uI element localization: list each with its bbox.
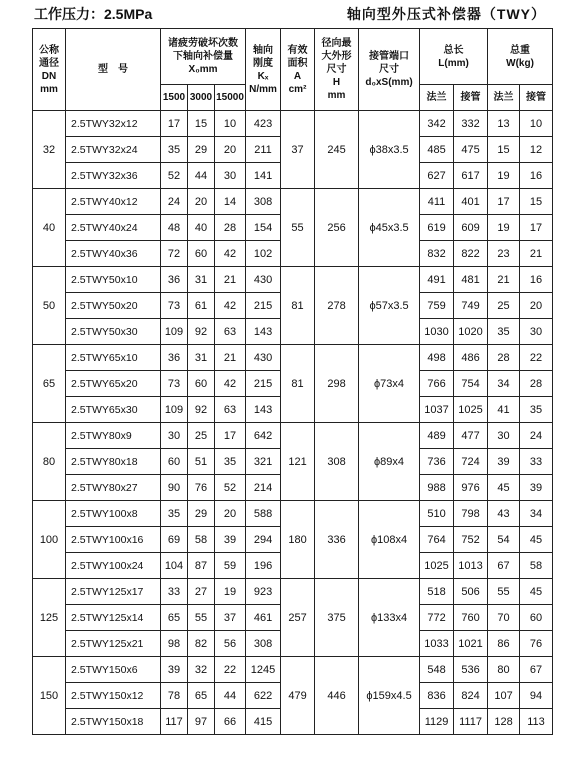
- cell-x3000: 60: [188, 371, 215, 397]
- cell-stiffness: 1245: [246, 657, 281, 683]
- cell-area: 55: [281, 189, 315, 267]
- cell-weight-flange: 80: [488, 657, 520, 683]
- cell-x3000: 87: [188, 553, 215, 579]
- cell-area: 121: [281, 423, 315, 501]
- cell-model: 2.5TWY32x12: [66, 111, 161, 137]
- cell-weight-pipe: 28: [520, 371, 553, 397]
- cell-x3000: 82: [188, 631, 215, 657]
- cell-dn: 100: [33, 501, 66, 579]
- cell-length-pipe: 1117: [454, 709, 488, 735]
- cell-length-pipe: 824: [454, 683, 488, 709]
- cell-length-flange: 764: [420, 527, 454, 553]
- cell-x3000: 58: [188, 527, 215, 553]
- cell-x15000: 63: [215, 397, 246, 423]
- cell-model: 2.5TWY50x30: [66, 319, 161, 345]
- cell-length-flange: 988: [420, 475, 454, 501]
- cell-length-flange: 548: [420, 657, 454, 683]
- cell-weight-pipe: 113: [520, 709, 553, 735]
- cell-x15000: 56: [215, 631, 246, 657]
- cell-length-flange: 1129: [420, 709, 454, 735]
- cell-weight-pipe: 58: [520, 553, 553, 579]
- cell-weight-pipe: 17: [520, 215, 553, 241]
- cell-stiffness: 308: [246, 631, 281, 657]
- cell-length-flange: 510: [420, 501, 454, 527]
- header-stiffness: 轴向 刚度 Kₓ N/mm: [246, 29, 281, 111]
- cell-length-flange: 1025: [420, 553, 454, 579]
- cell-weight-pipe: 16: [520, 163, 553, 189]
- table-row: [33, 657, 553, 683]
- cell-weight-pipe: 12: [520, 137, 553, 163]
- cell-area: 257: [281, 579, 315, 657]
- cell-weight-pipe: 45: [520, 579, 553, 605]
- cell-dimension: 308: [315, 423, 359, 501]
- cell-length-pipe: 1020: [454, 319, 488, 345]
- cell-length-pipe: 1021: [454, 631, 488, 657]
- cell-x1500: 117: [161, 709, 188, 735]
- cell-dn: 125: [33, 579, 66, 657]
- cell-x15000: 42: [215, 293, 246, 319]
- cell-length-pipe: 760: [454, 605, 488, 631]
- cell-dn: 40: [33, 189, 66, 267]
- cell-model: 2.5TWY65x20: [66, 371, 161, 397]
- cell-length-flange: 1033: [420, 631, 454, 657]
- cell-x3000: 55: [188, 605, 215, 631]
- cell-x3000: 76: [188, 475, 215, 501]
- cell-length-flange: 836: [420, 683, 454, 709]
- cell-weight-pipe: 24: [520, 423, 553, 449]
- cell-model: 2.5TWY50x20: [66, 293, 161, 319]
- cell-weight-flange: 13: [488, 111, 520, 137]
- cell-x1500: 35: [161, 137, 188, 163]
- cell-x1500: 73: [161, 293, 188, 319]
- pressure-label: 工作压力：2.5MPa: [34, 6, 153, 22]
- cell-stiffness: 154: [246, 215, 281, 241]
- table-row: [33, 189, 553, 215]
- cell-stiffness: 423: [246, 111, 281, 137]
- cell-model: 2.5TWY65x30: [66, 397, 161, 423]
- cell-length-flange: 498: [420, 345, 454, 371]
- cell-x3000: 31: [188, 345, 215, 371]
- table-row: [33, 501, 553, 527]
- cell-x3000: 40: [188, 215, 215, 241]
- cell-x3000: 31: [188, 267, 215, 293]
- cell-length-pipe: 481: [454, 267, 488, 293]
- cell-model: 2.5TWY125x14: [66, 605, 161, 631]
- cell-x3000: 92: [188, 397, 215, 423]
- cell-dimension: 336: [315, 501, 359, 579]
- cell-model: 2.5TWY65x10: [66, 345, 161, 371]
- cell-x15000: 63: [215, 319, 246, 345]
- header-cycle-3000: 3000: [188, 85, 215, 111]
- cell-weight-flange: 41: [488, 397, 520, 423]
- cell-length-pipe: 822: [454, 241, 488, 267]
- cell-stiffness: 588: [246, 501, 281, 527]
- cell-port: ϕ133x4: [359, 579, 420, 657]
- cell-stiffness: 321: [246, 449, 281, 475]
- cell-x3000: 29: [188, 137, 215, 163]
- cell-stiffness: 622: [246, 683, 281, 709]
- cell-area: 37: [281, 111, 315, 189]
- cell-x15000: 59: [215, 553, 246, 579]
- cell-dimension: 278: [315, 267, 359, 345]
- header-weight: 总重 W(kg): [488, 29, 553, 85]
- cell-weight-flange: 107: [488, 683, 520, 709]
- cell-length-pipe: 752: [454, 527, 488, 553]
- cell-stiffness: 642: [246, 423, 281, 449]
- cell-x15000: 37: [215, 605, 246, 631]
- cell-port: ϕ89x4: [359, 423, 420, 501]
- cell-model: 2.5TWY50x10: [66, 267, 161, 293]
- cell-model: 2.5TWY100x16: [66, 527, 161, 553]
- cell-model: 2.5TWY150x12: [66, 683, 161, 709]
- header-dn: 公称 通径 DN mm: [33, 29, 66, 111]
- cell-length-pipe: 475: [454, 137, 488, 163]
- cell-x3000: 15: [188, 111, 215, 137]
- cell-length-flange: 736: [420, 449, 454, 475]
- cell-length-pipe: 1025: [454, 397, 488, 423]
- cell-weight-flange: 128: [488, 709, 520, 735]
- cell-dn: 32: [33, 111, 66, 189]
- cell-weight-flange: 67: [488, 553, 520, 579]
- cell-model: 2.5TWY80x9: [66, 423, 161, 449]
- cell-x15000: 42: [215, 241, 246, 267]
- cell-stiffness: 308: [246, 189, 281, 215]
- cell-port: ϕ45x3.5: [359, 189, 420, 267]
- cell-stiffness: 143: [246, 319, 281, 345]
- cell-weight-flange: 28: [488, 345, 520, 371]
- cell-port: ϕ159x4.5: [359, 657, 420, 735]
- cell-weight-flange: 17: [488, 189, 520, 215]
- table-row: [33, 345, 553, 371]
- cell-model: 2.5TWY40x12: [66, 189, 161, 215]
- cell-model: 2.5TWY125x21: [66, 631, 161, 657]
- cell-weight-flange: 23: [488, 241, 520, 267]
- cell-weight-pipe: 45: [520, 527, 553, 553]
- cell-weight-pipe: 16: [520, 267, 553, 293]
- cell-length-flange: 1030: [420, 319, 454, 345]
- cell-x15000: 14: [215, 189, 246, 215]
- cell-model: 2.5TWY80x18: [66, 449, 161, 475]
- cell-dn: 150: [33, 657, 66, 735]
- table-row: [33, 579, 553, 605]
- cell-length-flange: 832: [420, 241, 454, 267]
- cell-length-flange: 766: [420, 371, 454, 397]
- cell-weight-pipe: 94: [520, 683, 553, 709]
- header-fatigue: 诸疲劳破坏次数 下轴向补偿量 X₀mm: [161, 29, 246, 85]
- cell-weight-flange: 55: [488, 579, 520, 605]
- cell-weight-flange: 35: [488, 319, 520, 345]
- cell-stiffness: 923: [246, 579, 281, 605]
- cell-weight-flange: 43: [488, 501, 520, 527]
- cell-weight-flange: 45: [488, 475, 520, 501]
- cell-x15000: 22: [215, 657, 246, 683]
- cell-weight-flange: 34: [488, 371, 520, 397]
- cell-stiffness: 215: [246, 371, 281, 397]
- cell-x15000: 17: [215, 423, 246, 449]
- cell-stiffness: 214: [246, 475, 281, 501]
- cell-length-pipe: 1013: [454, 553, 488, 579]
- cell-x1500: 60: [161, 449, 188, 475]
- cell-model: 2.5TWY125x17: [66, 579, 161, 605]
- cell-length-flange: 485: [420, 137, 454, 163]
- cell-stiffness: 415: [246, 709, 281, 735]
- page-title: 轴向型外压式补偿器（TWY）: [346, 6, 546, 22]
- cell-x1500: 73: [161, 371, 188, 397]
- cell-x3000: 97: [188, 709, 215, 735]
- cell-x15000: 21: [215, 267, 246, 293]
- cell-length-flange: 342: [420, 111, 454, 137]
- cell-x15000: 39: [215, 527, 246, 553]
- cell-area: 81: [281, 345, 315, 423]
- cell-dimension: 256: [315, 189, 359, 267]
- cell-x1500: 48: [161, 215, 188, 241]
- cell-x1500: 36: [161, 345, 188, 371]
- cell-length-flange: 619: [420, 215, 454, 241]
- cell-weight-pipe: 22: [520, 345, 553, 371]
- header-port: 接管端口 尺寸 d₀xS(mm): [359, 29, 420, 111]
- cell-weight-flange: 30: [488, 423, 520, 449]
- cell-area: 479: [281, 657, 315, 735]
- cell-x3000: 51: [188, 449, 215, 475]
- cell-stiffness: 102: [246, 241, 281, 267]
- cell-x1500: 90: [161, 475, 188, 501]
- cell-x1500: 52: [161, 163, 188, 189]
- cell-weight-pipe: 39: [520, 475, 553, 501]
- cell-weight-flange: 21: [488, 267, 520, 293]
- table-row: [33, 111, 553, 137]
- cell-x1500: 17: [161, 111, 188, 137]
- cell-weight-pipe: 35: [520, 397, 553, 423]
- cell-length-pipe: 536: [454, 657, 488, 683]
- cell-x15000: 21: [215, 345, 246, 371]
- header-model: 型 号: [66, 29, 161, 111]
- cell-length-flange: 627: [420, 163, 454, 189]
- cell-weight-pipe: 20: [520, 293, 553, 319]
- header-cycle-15000: 15000: [215, 85, 246, 111]
- cell-length-pipe: 486: [454, 345, 488, 371]
- cell-dimension: 446: [315, 657, 359, 735]
- cell-length-flange: 411: [420, 189, 454, 215]
- cell-x1500: 33: [161, 579, 188, 605]
- cell-length-pipe: 477: [454, 423, 488, 449]
- table-row: [33, 267, 553, 293]
- cell-x3000: 60: [188, 241, 215, 267]
- cell-x1500: 98: [161, 631, 188, 657]
- cell-x15000: 20: [215, 137, 246, 163]
- cell-stiffness: 430: [246, 345, 281, 371]
- cell-stiffness: 430: [246, 267, 281, 293]
- cell-length-pipe: 798: [454, 501, 488, 527]
- cell-x15000: 66: [215, 709, 246, 735]
- cell-weight-flange: 54: [488, 527, 520, 553]
- cell-length-flange: 1037: [420, 397, 454, 423]
- cell-length-pipe: 617: [454, 163, 488, 189]
- cell-weight-flange: 70: [488, 605, 520, 631]
- cell-stiffness: 461: [246, 605, 281, 631]
- cell-length-flange: 518: [420, 579, 454, 605]
- cell-x15000: 52: [215, 475, 246, 501]
- cell-x15000: 42: [215, 371, 246, 397]
- cell-length-pipe: 332: [454, 111, 488, 137]
- cell-x15000: 20: [215, 501, 246, 527]
- cell-weight-pipe: 21: [520, 241, 553, 267]
- cell-x15000: 35: [215, 449, 246, 475]
- cell-x3000: 61: [188, 293, 215, 319]
- header-length-pipe: 接管: [454, 85, 488, 111]
- cell-weight-pipe: 76: [520, 631, 553, 657]
- cell-weight-pipe: 67: [520, 657, 553, 683]
- cell-area: 180: [281, 501, 315, 579]
- cell-length-pipe: 401: [454, 189, 488, 215]
- cell-model: 2.5TWY32x24: [66, 137, 161, 163]
- cell-weight-flange: 15: [488, 137, 520, 163]
- cell-stiffness: 215: [246, 293, 281, 319]
- cell-x1500: 24: [161, 189, 188, 215]
- cell-weight-flange: 19: [488, 163, 520, 189]
- cell-stiffness: 143: [246, 397, 281, 423]
- cell-x3000: 44: [188, 163, 215, 189]
- cell-port: ϕ57x3.5: [359, 267, 420, 345]
- cell-x15000: 28: [215, 215, 246, 241]
- cell-dn: 65: [33, 345, 66, 423]
- header-cycle-1500: 1500: [161, 85, 188, 111]
- cell-weight-flange: 25: [488, 293, 520, 319]
- cell-dimension: 245: [315, 111, 359, 189]
- cell-length-pipe: 724: [454, 449, 488, 475]
- cell-dn: 50: [33, 267, 66, 345]
- cell-model: 2.5TWY100x8: [66, 501, 161, 527]
- cell-weight-flange: 86: [488, 631, 520, 657]
- cell-length-pipe: 749: [454, 293, 488, 319]
- table-row: [33, 423, 553, 449]
- header-weight-pipe: 接管: [520, 85, 553, 111]
- cell-weight-pipe: 15: [520, 189, 553, 215]
- cell-x1500: 69: [161, 527, 188, 553]
- cell-weight-flange: 39: [488, 449, 520, 475]
- cell-weight-pipe: 30: [520, 319, 553, 345]
- cell-x15000: 44: [215, 683, 246, 709]
- cell-port: ϕ108x4: [359, 501, 420, 579]
- cell-model: 2.5TWY150x6: [66, 657, 161, 683]
- cell-area: 81: [281, 267, 315, 345]
- cell-length-pipe: 754: [454, 371, 488, 397]
- cell-x1500: 36: [161, 267, 188, 293]
- cell-stiffness: 196: [246, 553, 281, 579]
- header-length: 总长 L(mm): [420, 29, 488, 85]
- cell-length-pipe: 976: [454, 475, 488, 501]
- cell-length-flange: 489: [420, 423, 454, 449]
- table-body: [33, 111, 553, 735]
- cell-dn: 80: [33, 423, 66, 501]
- cell-x3000: 65: [188, 683, 215, 709]
- cell-dimension: 375: [315, 579, 359, 657]
- cell-x1500: 109: [161, 319, 188, 345]
- cell-x3000: 29: [188, 501, 215, 527]
- cell-model: 2.5TWY40x24: [66, 215, 161, 241]
- cell-port: ϕ73x4: [359, 345, 420, 423]
- cell-model: 2.5TWY150x18: [66, 709, 161, 735]
- cell-x1500: 104: [161, 553, 188, 579]
- cell-x1500: 109: [161, 397, 188, 423]
- cell-x1500: 65: [161, 605, 188, 631]
- cell-length-pipe: 609: [454, 215, 488, 241]
- cell-model: 2.5TWY80x27: [66, 475, 161, 501]
- cell-x1500: 78: [161, 683, 188, 709]
- cell-length-pipe: 506: [454, 579, 488, 605]
- cell-x3000: 27: [188, 579, 215, 605]
- cell-model: 2.5TWY32x36: [66, 163, 161, 189]
- spec-table: [32, 28, 553, 735]
- cell-x1500: 35: [161, 501, 188, 527]
- cell-x1500: 72: [161, 241, 188, 267]
- header-dimension: 径向最 大外形 尺寸 H mm: [315, 29, 359, 111]
- cell-x15000: 19: [215, 579, 246, 605]
- header-area: 有效 面积 A cm²: [281, 29, 315, 111]
- cell-x1500: 30: [161, 423, 188, 449]
- cell-port: ϕ38x3.5: [359, 111, 420, 189]
- cell-x3000: 92: [188, 319, 215, 345]
- cell-model: 2.5TWY100x24: [66, 553, 161, 579]
- cell-model: 2.5TWY40x36: [66, 241, 161, 267]
- cell-dimension: 298: [315, 345, 359, 423]
- header-length-flange: 法兰: [420, 85, 454, 111]
- cell-length-flange: 759: [420, 293, 454, 319]
- cell-x1500: 39: [161, 657, 188, 683]
- cell-x3000: 32: [188, 657, 215, 683]
- cell-weight-pipe: 33: [520, 449, 553, 475]
- cell-x15000: 10: [215, 111, 246, 137]
- cell-length-flange: 491: [420, 267, 454, 293]
- cell-weight-pipe: 34: [520, 501, 553, 527]
- cell-stiffness: 294: [246, 527, 281, 553]
- cell-length-flange: 772: [420, 605, 454, 631]
- cell-weight-pipe: 10: [520, 111, 553, 137]
- header-weight-flange: 法兰: [488, 85, 520, 111]
- cell-weight-flange: 19: [488, 215, 520, 241]
- cell-x3000: 20: [188, 189, 215, 215]
- cell-x3000: 25: [188, 423, 215, 449]
- cell-weight-pipe: 60: [520, 605, 553, 631]
- cell-stiffness: 141: [246, 163, 281, 189]
- cell-stiffness: 211: [246, 137, 281, 163]
- cell-x15000: 30: [215, 163, 246, 189]
